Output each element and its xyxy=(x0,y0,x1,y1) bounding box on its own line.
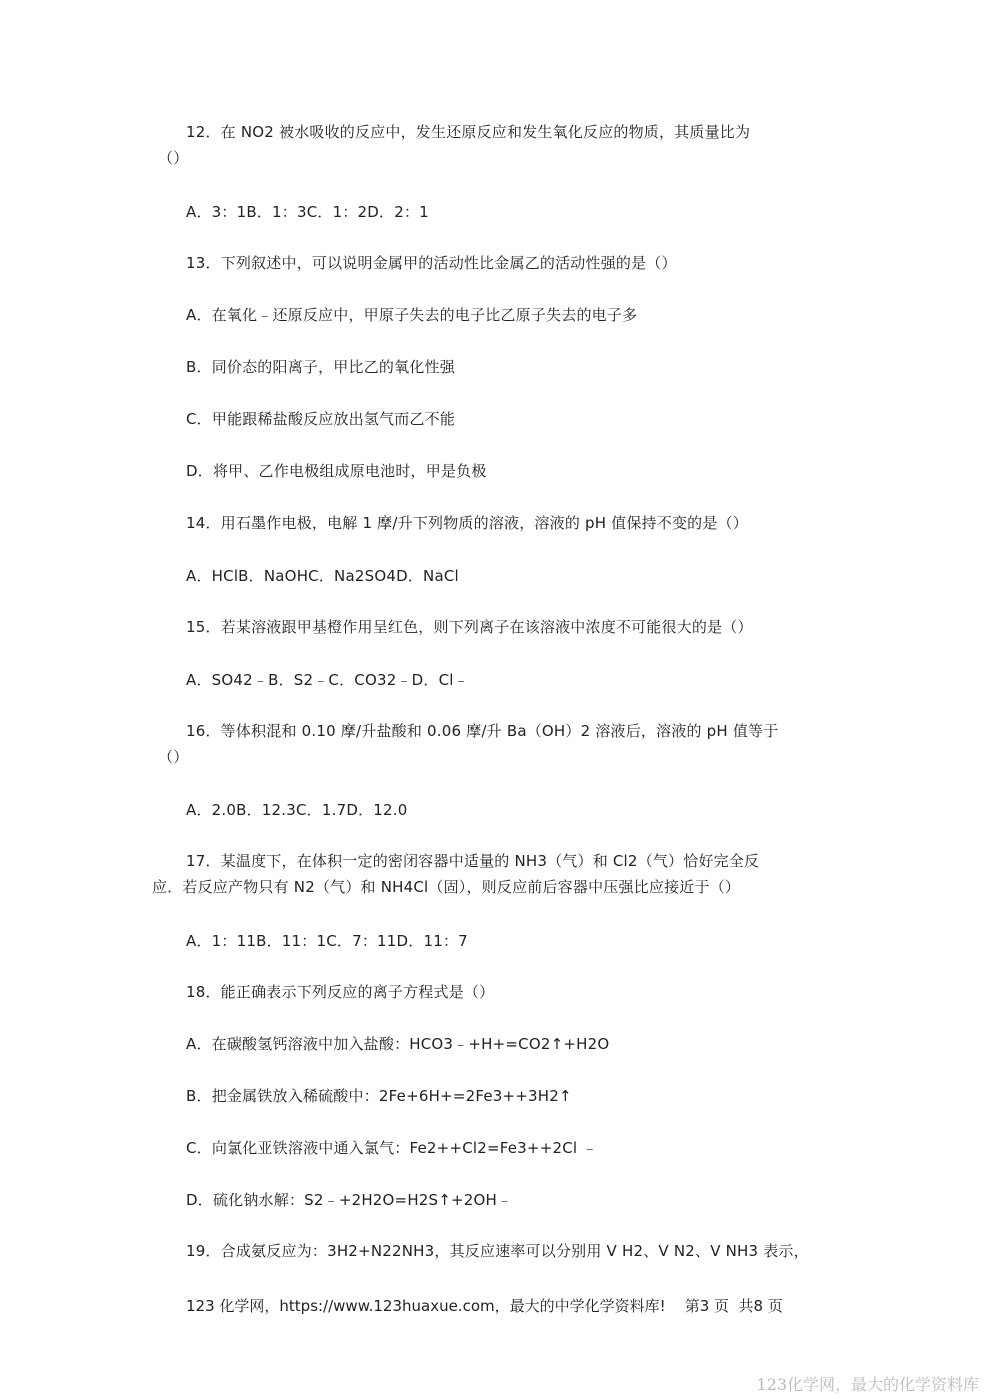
question-17-line-2: 应．若反应产物只有 N2（气）和 NH4Cl（固），则反应前后容器中压强比应接近于（） xyxy=(152,878,741,896)
question-16-options: A．2.0B．12.3C．1.7D．12.0 xyxy=(186,801,408,819)
question-15-stem: 15．若某溶液跟甲基橙作用呈红色，则下列离子在该溶液中浓度不可能很大的是（） xyxy=(186,618,753,636)
question-13-option-c: C．甲能跟稀盐酸反应放出氢气而乙不能 xyxy=(186,410,456,428)
question-18-option-d: D．硫化钠水解：S2﹣+2H2O=H2S↑+2OH﹣ xyxy=(186,1191,513,1209)
question-18-stem: 18．能正确表示下列反应的离子方程式是（） xyxy=(186,983,495,1001)
question-18-option-a: A．在碳酸氢钙溶液中加入盐酸：HCO3﹣+H+=CO2↑+H2O xyxy=(186,1035,610,1053)
question-12-line-2: （） xyxy=(158,149,189,167)
page-footer: 123 化学网，https://www.123huaxue.com，最大的中学化学资料库! 第3 页 共8 页 xyxy=(186,1297,783,1315)
site-watermark: 123化学网，最大的化学资料库 xyxy=(756,1375,979,1394)
question-16-line-1: 16．等体积混和 0.10 摩/升盐酸和 0.06 摩/升 Ba（OH）2 溶液后，溶液的 pH 值等于 xyxy=(186,722,779,740)
question-14-options: A．HClB．NaOHC．Na2SO4D．NaCl xyxy=(186,567,459,585)
question-16-line-2: （） xyxy=(158,748,189,766)
question-19-stem: 19．合成氨反应为：3H2+N22NH3，其反应速率可以分别用 V H2、V N2、V NH3 表示， xyxy=(186,1242,809,1260)
question-18-option-b: B．把金属铁放入稀硫酸中：2Fe+6H+=2Fe3++3H2↑ xyxy=(186,1087,572,1105)
question-13-option-a: A．在氧化﹣还原反应中，甲原子失去的电子比乙原子失去的电子多 xyxy=(186,306,638,324)
question-17-options: A．1：11B．11：1C．7：11D．11：7 xyxy=(186,932,468,950)
question-14-stem: 14．用石墨作电极，电解 1 摩/升下列物质的溶液，溶液的 pH 值保持不变的是（） xyxy=(186,514,748,532)
question-13-option-b: B．同价态的阳离子，甲比乙的氧化性强 xyxy=(186,358,455,376)
question-13-stem: 13．下列叙述中，可以说明金属甲的活动性比金属乙的活动性强的是（） xyxy=(186,254,677,272)
question-12-options: A．3：1B．1：3C．1：2D．2：1 xyxy=(186,203,429,221)
question-12-line-1: 12．在 NO2 被水吸收的反应中，发生还原反应和发生氧化反应的物质，其质量比为 xyxy=(186,123,751,141)
question-15-options: A．SO42﹣B．S2﹣C．CO32﹣D．Cl﹣ xyxy=(186,671,469,689)
question-13-option-d: D．将甲、乙作电极组成原电池时，甲是负极 xyxy=(186,462,487,480)
question-17-line-1: 17．某温度下，在体积一定的密闭容器中适量的 NH3（气）和 Cl2（气）恰好完全反 xyxy=(186,852,760,870)
question-18-option-c: C．向氯化亚铁溶液中通入氯气：Fe2++Cl2=Fe3++2Cl ﹣ xyxy=(186,1139,598,1157)
